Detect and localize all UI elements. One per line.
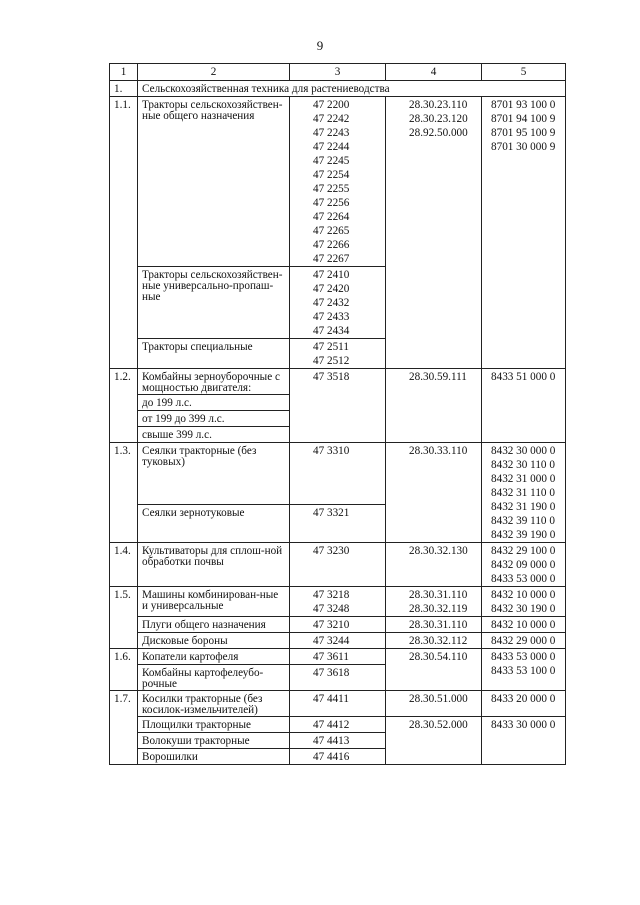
code-line: 8432 29 100 0 xyxy=(491,545,556,557)
code-line: 8432 39 190 0 xyxy=(491,529,556,541)
tnved-codes xyxy=(482,543,566,587)
okof-codes xyxy=(290,97,386,267)
tnved-code: 8433 51 000 0 xyxy=(482,369,566,443)
code-line: 28.30.32.119 xyxy=(409,603,468,615)
header-cell: 1 xyxy=(110,64,138,81)
code-line: 28.92.50.000 xyxy=(409,127,468,139)
item-number: 1.6. xyxy=(110,649,138,691)
okof-code: 47 4411 xyxy=(290,691,386,717)
code-line: 8432 31 190 0 xyxy=(491,501,556,513)
header-cell: 5 xyxy=(482,64,566,81)
item-name: Копатели картофеля xyxy=(138,649,290,665)
code-line: 47 2265 xyxy=(313,225,350,237)
tnved-codes xyxy=(482,587,566,617)
item-number: 1.2. xyxy=(110,369,138,443)
okpd-code: 28.30.31.110 xyxy=(386,617,482,633)
code-line: 47 2256 xyxy=(313,197,350,209)
code-line: 28.30.23.120 xyxy=(409,113,468,125)
tnved-code: 8433 30 000 0 xyxy=(482,717,566,765)
code-line: 47 2200 xyxy=(313,99,350,111)
item-name: Комбайны зерноуборочные с мощностью двигателя: xyxy=(138,369,290,395)
okof-code: 47 4413 xyxy=(290,733,386,749)
okof-code: 47 3321 xyxy=(290,504,386,542)
code-line: 47 2266 xyxy=(313,239,350,251)
item-number: 1.3. xyxy=(110,443,138,543)
code-line: 8432 10 000 0 xyxy=(491,589,556,601)
table-row xyxy=(110,97,566,267)
okof-code: 47 4412 xyxy=(290,717,386,733)
header-cell: 2 xyxy=(138,64,290,81)
header-cell: 4 xyxy=(386,64,482,81)
okpd-code: 28.30.52.000 xyxy=(386,717,482,765)
header-cell: 3 xyxy=(290,64,386,81)
tnved-code: 8433 20 000 0 xyxy=(482,691,566,717)
power-range: до 199 л.с. xyxy=(138,395,290,411)
item-name: Волокуши тракторные xyxy=(138,733,290,749)
okof-code: 47 3310 xyxy=(290,443,386,505)
header-row xyxy=(110,64,566,81)
table-row xyxy=(110,691,566,717)
code-line: 47 2242 xyxy=(313,113,350,125)
code-line: 47 2511 xyxy=(313,341,349,353)
table-row xyxy=(110,649,566,665)
table-row xyxy=(110,369,566,395)
code-line: 47 2434 xyxy=(313,325,350,337)
code-line: 47 2245 xyxy=(313,155,350,167)
okpd-codes xyxy=(386,97,482,369)
item-name: Косилки тракторные (без косилок-измельчителей) xyxy=(138,691,290,717)
item-number: 1.7. xyxy=(110,691,138,765)
item-name: Комбайны картофелеубо-рочные xyxy=(138,665,290,691)
item-number: 1.1. xyxy=(110,97,138,369)
item-name: Ворошилки xyxy=(138,749,290,765)
okpd-codes xyxy=(386,587,482,617)
code-line: 47 2264 xyxy=(313,211,350,223)
okof-code: 47 3618 xyxy=(290,665,386,691)
code-line: 47 2512 xyxy=(313,355,350,367)
okof-code: 47 3244 xyxy=(290,633,386,649)
code-line: 8701 95 100 9 xyxy=(491,127,556,139)
table-row xyxy=(110,633,566,649)
okof-code: 47 3611 xyxy=(290,649,386,665)
item-number: 1.5. xyxy=(110,587,138,649)
page-number: 9 xyxy=(316,38,324,53)
okof-code: 47 3210 xyxy=(290,617,386,633)
code-line: 8432 31 000 0 xyxy=(491,473,556,485)
code-line: 8701 93 100 0 xyxy=(491,99,556,111)
section-number: 1. xyxy=(110,81,138,97)
table-row xyxy=(110,443,566,505)
power-range: свыше 399 л.с. xyxy=(138,427,290,443)
item-name: Тракторы специальные xyxy=(138,339,290,369)
okpd-code: 28.30.54.110 xyxy=(386,649,482,691)
item-name: Тракторы сельскохозяйствен-ные общего назначения xyxy=(138,97,290,267)
okpd-code: 28.30.51.000 xyxy=(386,691,482,717)
code-line: 8433 53 100 0 xyxy=(491,665,556,677)
code-line: 47 2420 xyxy=(313,283,350,295)
okof-code: 47 3518 xyxy=(290,369,386,443)
table-row xyxy=(110,717,566,733)
code-line: 8433 53 000 0 xyxy=(491,651,556,663)
okpd-code: 28.30.32.112 xyxy=(386,633,482,649)
okpd-code: 28.30.59.111 xyxy=(386,369,482,443)
code-line: 8432 30 110 0 xyxy=(491,459,555,471)
code-line: 28.30.31.110 xyxy=(409,589,468,601)
tnved-code: 8432 10 000 0 xyxy=(482,617,566,633)
table-row xyxy=(110,617,566,633)
okof-codes xyxy=(290,339,386,369)
item-number: 1.4. xyxy=(110,543,138,587)
code-line: 47 2432 xyxy=(313,297,350,309)
code-line: 8432 39 110 0 xyxy=(491,515,555,527)
okpd-code: 28.30.33.110 xyxy=(386,443,482,543)
code-line: 28.30.23.110 xyxy=(409,99,468,111)
code-line: 47 2267 xyxy=(313,253,350,265)
okof-codes xyxy=(290,587,386,617)
tnved-code: 8432 29 000 0 xyxy=(482,633,566,649)
code-line: 47 2410 xyxy=(313,269,350,281)
item-name: Культиваторы для сплош-ной обработки почвы xyxy=(138,543,290,587)
item-name: Площилки тракторные xyxy=(138,717,290,733)
power-range: от 199 до 399 л.с. xyxy=(138,411,290,427)
item-name: Дисковые бороны xyxy=(138,633,290,649)
okof-code: 47 4416 xyxy=(290,749,386,765)
tnved-codes xyxy=(482,443,566,543)
okof-code: 47 3230 xyxy=(290,543,386,587)
okpd-code: 28.30.32.130 xyxy=(386,543,482,587)
code-line: 8432 09 000 0 xyxy=(491,559,556,571)
item-name: Сеялки зернотуковые xyxy=(138,504,290,542)
tnved-codes xyxy=(482,649,566,691)
code-line: 47 3248 xyxy=(313,603,350,615)
code-line: 47 2244 xyxy=(313,141,350,153)
code-line: 47 3218 xyxy=(313,589,350,601)
okof-codes xyxy=(290,267,386,339)
code-line: 47 2255 xyxy=(313,183,350,195)
section-row xyxy=(110,81,566,97)
item-name: Плуги общего назначения xyxy=(138,617,290,633)
section-title: Сельскохозяйственная техника для растениеводства xyxy=(138,81,566,97)
table-row xyxy=(110,543,566,587)
tnved-codes xyxy=(482,97,566,369)
item-name: Машины комбинирован-ные и универсальные xyxy=(138,587,290,617)
code-line: 8432 30 190 0 xyxy=(491,603,556,615)
code-line: 8701 94 100 9 xyxy=(491,113,556,125)
table-row xyxy=(110,587,566,617)
item-name: Сеялки тракторные (без туковых) xyxy=(138,443,290,505)
code-line: 47 2243 xyxy=(313,127,350,139)
item-name: Тракторы сельскохозяйствен-ные универсально-пропаш-ные xyxy=(138,267,290,339)
equipment-table xyxy=(109,63,566,765)
code-line: 47 2254 xyxy=(313,169,350,181)
code-line: 47 2433 xyxy=(313,311,350,323)
code-line: 8432 30 000 0 xyxy=(491,445,556,457)
code-line: 8701 30 000 9 xyxy=(491,141,556,153)
code-line: 8432 31 110 0 xyxy=(491,487,555,499)
code-line: 8433 53 000 0 xyxy=(491,573,556,585)
